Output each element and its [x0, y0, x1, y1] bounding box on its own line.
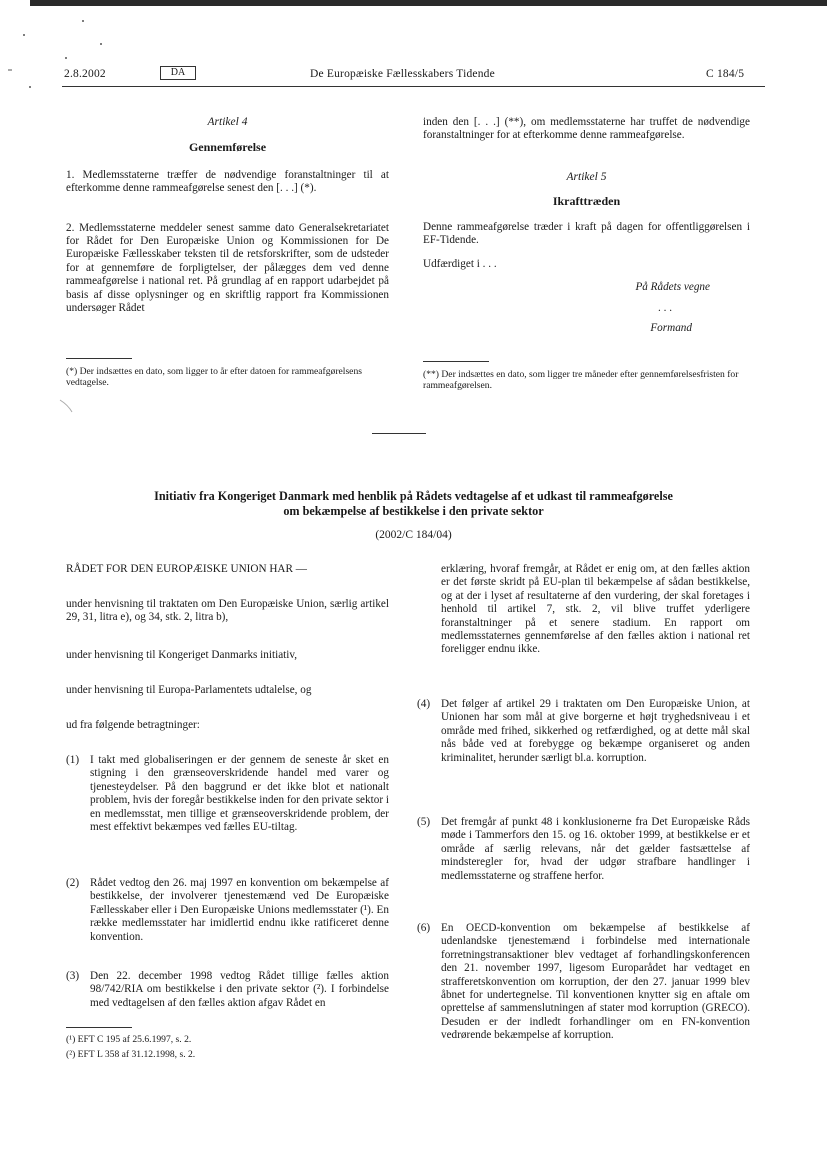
footnote-2: (²) EFT L 358 af 31.12.1998, s. 2. [66, 1049, 196, 1060]
recital-3-number: (3) [66, 970, 80, 982]
footnote-rule-bottom [66, 1027, 132, 1028]
footnote-1: (¹) EFT C 195 af 25.6.1997, s. 2. [66, 1034, 192, 1045]
recital-5-number: (5) [417, 816, 431, 828]
signature-on-behalf: På Rådets vegne [635, 281, 710, 294]
recital-1-text: I takt med globaliseringen er der gennem de seneste år sket en stigning i den grænseoverskridende handel med varer og tjenesteydelser. På den baggrund er det ikke blot et nationalt problem, hvis der foregår bestikkelse inden for den private sektor i en medlemsstat, men tillige et grænseoverskridende problem, der mest effektivt bekæmpes ved fælles EU-tiltag. [90, 754, 389, 834]
footnote-rule-right [423, 361, 489, 362]
article-5-number: Artikel 5 [566, 171, 607, 183]
signature-dots: . . . [658, 302, 672, 315]
article-4-para-1: 1. Medlemsstaterne træffer de nødvendige foranstaltninger til at efterkomme denne rammeafgørelse senest den [. . .] (*). [66, 168, 389, 195]
citation-initiative: under henvisning til Kongeriget Danmarks initiativ, [66, 649, 298, 661]
section-separator [372, 433, 426, 434]
article-5 [423, 171, 750, 335]
recital-1-number: (1) [66, 754, 80, 766]
footnote-double-star: (**) Der indsættes en dato, som ligger tre måneder efter gennemførelsesfristen for rammeafgørelsen. [423, 369, 739, 392]
recital-5 [417, 816, 750, 883]
header-page: C 184/5 [706, 68, 745, 80]
recital-4-number: (4) [417, 698, 431, 710]
recital-3 [66, 970, 389, 1010]
language-box: DA [160, 66, 196, 80]
recital-3-text: Den 22. december 1998 vedtog Rådet tillige fælles aktion 98/742/RIA om bestikkelse i den private sektor (²). I forbindelse med vedtagelsen af den fælles aktion afgav Rådet en [90, 970, 389, 1009]
footnote-rule-left [66, 358, 132, 359]
article-4 [66, 116, 389, 315]
recitals-intro: ud fra følgende betragtninger: [66, 719, 200, 731]
article-5-para-1: Denne rammeafgørelse træder i kraft på dagen for offentliggørelsen i EF-Tidende. [423, 220, 750, 247]
recital-5-text: Det fremgår af punkt 48 i konklusionerne fra Det Europæiske Råds møde i Tammerfors den 15. og 16. oktober 1999, at bestikkelse er et område af særlig relevans, når det gælder fastsættelse af mindsteregler for, hvad der udgør strafbare handlinger i medlemsstaterne og straffene herfor. [441, 816, 750, 882]
header-date: 2.8.2002 [64, 68, 106, 80]
recital-6-text: En OECD-konvention om bekæmpelse af bestikkelse af udenlandske tjenestemænd i forbindelse med internationale forretningstransaktioner blev vedtaget af forhandlingskonferencen den 21. november 1997, ligesom Europarådet har vedtaget en strafferetskonvention om korruption, der den 27. januar 1999 blev åbnet for undertegnelse. Til konventionen knytter sig en aftale om oprettelse af sammenslutningen af stater mod korruption (GRECO). Desuden er der indledt forhandlinger om en FN-konvention vedrørende bekæmpelse af korruption. [441, 922, 750, 1042]
recital-2-number: (2) [66, 877, 80, 889]
recital-1 [66, 754, 389, 834]
recital-4-text: Det følger af artikel 29 i traktaten om Den Europæiske Union, at Unionen har som mål at give borgerne et højt tryghedsniveau i et område med frihed, sikkerhed og retfærdighed, og at dette mål skal nås både ved at forebygge og bekæmpe organiseret og anden kriminalitet, herunder særligt bl.a. korruption. [441, 698, 750, 764]
recital-3-continued: erklæring, hvoraf fremgår, at Rådet er enig om, at den fælles aktion er det første skridt på EU-plan til bekæmpelse af sådan bestikkelse, og at der i lyset af resultaterne af den vurdering, der skal foretages i henhold til artikel 7, stk. 2, vil blive truffet yderligere foranstaltninger på et senere stadium. En rapport om medlemsstaternes gennemførelse af den fælles aktion i national ret foreligger endnu ikke. [441, 563, 750, 656]
recital-6 [417, 922, 750, 1043]
article-4-title: Gennemførelse [188, 140, 267, 155]
footnote-star: (*) Der indsættes en dato, som ligger to år efter datoen for rammeafgørelsens vedtagelse. [66, 366, 362, 389]
document-reference: (2002/C 184/04) [375, 529, 452, 541]
document-title [90, 489, 737, 519]
recital-2-text: Rådet vedtog den 26. maj 1997 en konvention om bekæmpelse af bestikkelse, der involverer tjenestemænd ved De Europæiske Fællesskaber eller i Den Europæiske Unions medlemsstater (¹). En række medlemsstater har imidlertid endnu ikke ratificeret denne konvention. [90, 877, 389, 943]
header-rule [62, 86, 765, 87]
article-5-para-2: Udfærdiget i . . . [423, 257, 497, 270]
recital-6-number: (6) [417, 922, 431, 934]
citation-treaty: under henvisning til traktaten om Den Europæiske Union, særlig artikel 29, 31, litra e), og 34, stk. 2, litra b), [66, 598, 389, 624]
article-5-title: Ikrafttræden [552, 194, 621, 209]
signature-title: Formand [650, 321, 692, 334]
article-4-continued: inden den [. . .] (**), om medlemsstaterne har truffet de nødvendige foranstaltninger for at efterkomme denne rammeafgørelse. [423, 116, 750, 142]
scan-top-edge [30, 0, 827, 6]
recital-2 [66, 877, 389, 944]
header-journal: De Europæiske Fællesskabers Tidende [310, 68, 495, 80]
document-title-line-2: om bekæmpelse af bestikkelse i den private sektor [283, 504, 544, 518]
article-4-para-2: 2. Medlemsstaterne meddeler senest samme dato Generalsekretariatet for Rådet for Den Europæiske Union og Kommissionen for De Europæiske Fællesskaber teksten til de retsforskrifter, som de udsteder for at gennemføre de forpligtelser, der pålægges dem ved denne rammeafgørelse i national ret. På grundlag af en rapport udarbejdet på basis af disse oplysninger og en skriftlig rapport fra Kommissionen undersøger Rådet [66, 221, 389, 315]
council-intro: RÅDET FOR DEN EUROPÆISKE UNION HAR — [66, 563, 307, 575]
recital-4 [417, 698, 750, 765]
document-title-line-1: Initiativ fra Kongeriget Danmark med henblik på Rådets vedtagelse af et udkast til rammeafgørelse [154, 489, 673, 503]
article-4-number: Artikel 4 [207, 116, 248, 128]
citation-parliament: under henvisning til Europa-Parlamentets udtalelse, og [66, 684, 312, 696]
